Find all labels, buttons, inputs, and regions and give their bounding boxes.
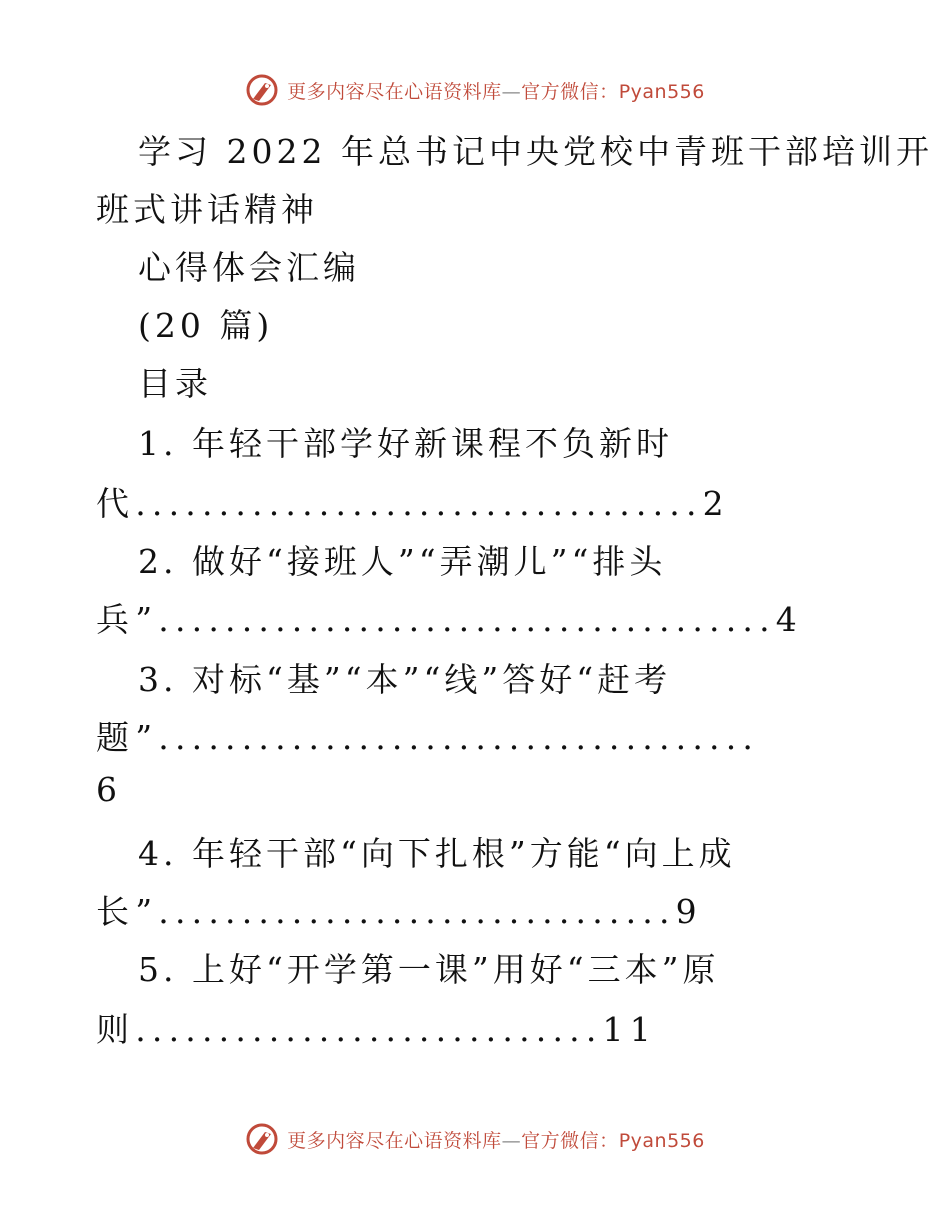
toc-item-2-title: 2. 做好“接班人”“弄潮儿”“排头 bbox=[138, 542, 667, 581]
banner-wechat-label: 官方微信： bbox=[521, 80, 619, 103]
toc-item-4-title: 4. 年轻干部“向下扎根”方能“向上成 bbox=[138, 834, 736, 873]
title-line-1: 学习 2022 年总书记中央党校中青班干部培训开 bbox=[138, 132, 933, 171]
toc-item-3-page: 6 bbox=[96, 770, 121, 809]
title-line-2: 班式讲话精神 bbox=[96, 190, 318, 229]
banner-dash: — bbox=[501, 80, 522, 103]
footer-banner bbox=[0, 1119, 950, 1159]
toc-item-4-leader: 长”...............................9 bbox=[96, 892, 703, 931]
footer-wechat-label: 官方微信： bbox=[521, 1129, 619, 1152]
toc-item-3-leader: 题”.................................... bbox=[96, 718, 760, 757]
banner-site-text: 更多内容尽在心语资料库 bbox=[287, 80, 502, 103]
header-banner bbox=[0, 70, 950, 110]
article-count: (20 篇) bbox=[138, 306, 274, 345]
toc-item-2-leader: 兵”.....................................4 bbox=[96, 600, 803, 639]
toc-item-5-title: 5. 上好“开学第一课”用好“三本”原 bbox=[138, 950, 720, 989]
toc-item-5-leader: 则............................11 bbox=[96, 1010, 657, 1049]
footer-dash: — bbox=[501, 1129, 522, 1152]
banner-text bbox=[287, 77, 705, 104]
subtitle: 心得体会汇编 bbox=[138, 248, 360, 287]
pen-nib-logo-icon bbox=[245, 73, 279, 107]
toc-heading: 目录 bbox=[138, 364, 212, 403]
toc-item-3-title: 3. 对标“基”“本”“线”答好“赶考 bbox=[138, 660, 672, 699]
footer-banner-text bbox=[287, 1126, 705, 1153]
toc-item-1-title: 1. 年轻干部学好新课程不负新时 bbox=[138, 424, 673, 463]
footer-wechat-id: Pyan556 bbox=[618, 1129, 705, 1152]
pen-nib-logo-icon bbox=[245, 1122, 279, 1156]
toc-item-1-leader: 代..................................2 bbox=[96, 484, 730, 523]
footer-site-text: 更多内容尽在心语资料库 bbox=[287, 1129, 502, 1152]
banner-wechat-id: Pyan556 bbox=[618, 80, 705, 103]
